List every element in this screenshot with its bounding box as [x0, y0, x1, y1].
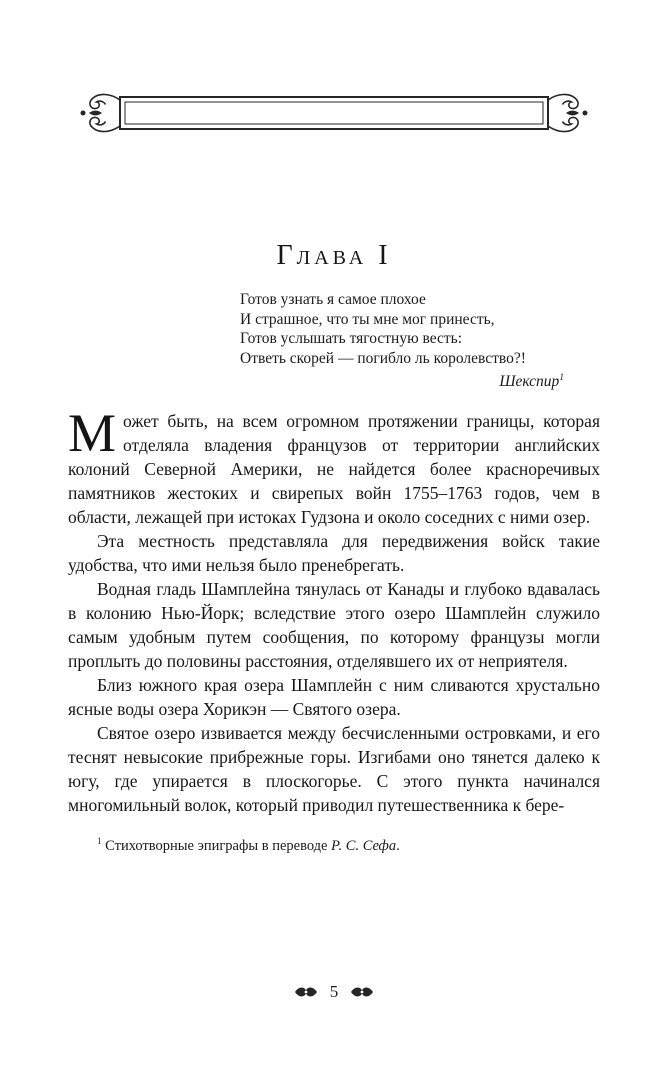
epigraph — [240, 290, 570, 392]
epigraph-attribution — [240, 372, 570, 392]
footer-fleuron-left-icon — [294, 985, 318, 999]
footnote-translator: Р. С. Сефа — [331, 837, 397, 854]
chapter-title: Глава I — [276, 240, 392, 271]
footnote-period: . — [396, 837, 400, 854]
epigraph-author: Шекспир — [499, 373, 560, 390]
epigraph-line: И страшное, что ты мне мог принесть, — [240, 310, 495, 328]
footnote — [68, 837, 600, 855]
epigraph-line: Ответь скорей — погибло ль королевство?! — [240, 349, 526, 367]
footnote-text: Стихотворные эпиграфы в переводе — [101, 837, 332, 854]
body-paragraph: Водная гладь Шамплейна тянулась от Канады и глубоко вдавалась в колонию Нью-Йорк; вследствие этого озеро Шамплейн служило самым удобным путем сообщения, по которому французы могли проплыть до половины расстояния, отделявшего их от неприятеля. — [68, 578, 600, 671]
epigraph-line: Готов услышать тягостную весть: — [240, 330, 463, 347]
body-paragraph: Близ южного края озера Шамплейн с ним сливаются хрустально ясные воды озера Хорикэн — Святого озера. — [68, 674, 600, 719]
body-paragraph: Эта местность представляла для передвижения войск такие удобства, что ими нельзя было пренебрегать. — [68, 530, 600, 575]
header-ornament-icon — [74, 92, 594, 134]
body-text — [68, 402, 600, 817]
header-ornament — [68, 92, 600, 134]
drop-cap: М — [68, 402, 117, 463]
page-footer — [68, 982, 600, 1002]
footnote-mark: 1 — [97, 835, 102, 846]
body-paragraph — [68, 402, 600, 529]
paragraph-text: ожет быть, на всем огромном протяжении границы, которая отделяла владения французов от территории английских колоний Северной Америки, не найдется более красноречивых памятников жестоких и свирепых войн 1755–1763 годов, чем в области, лежащей при истоках Гудзона и около соседних с ними озер. — [68, 410, 600, 527]
footnote-reference: 1 — [559, 371, 564, 383]
footer-fleuron-right-icon — [350, 985, 374, 999]
page-number: 5 — [329, 982, 339, 1001]
epigraph-line: Готов узнать я самое плохое — [240, 291, 426, 308]
body-paragraph: Святое озеро извивается между бесчисленными островками, и его теснят невысокие прибрежные горы. Изгибами оно тянется далеко к югу, где упирается в плоскогорье. С этого пункта начинался многомильный волок, который приводил путешественника к бере- — [68, 722, 600, 815]
